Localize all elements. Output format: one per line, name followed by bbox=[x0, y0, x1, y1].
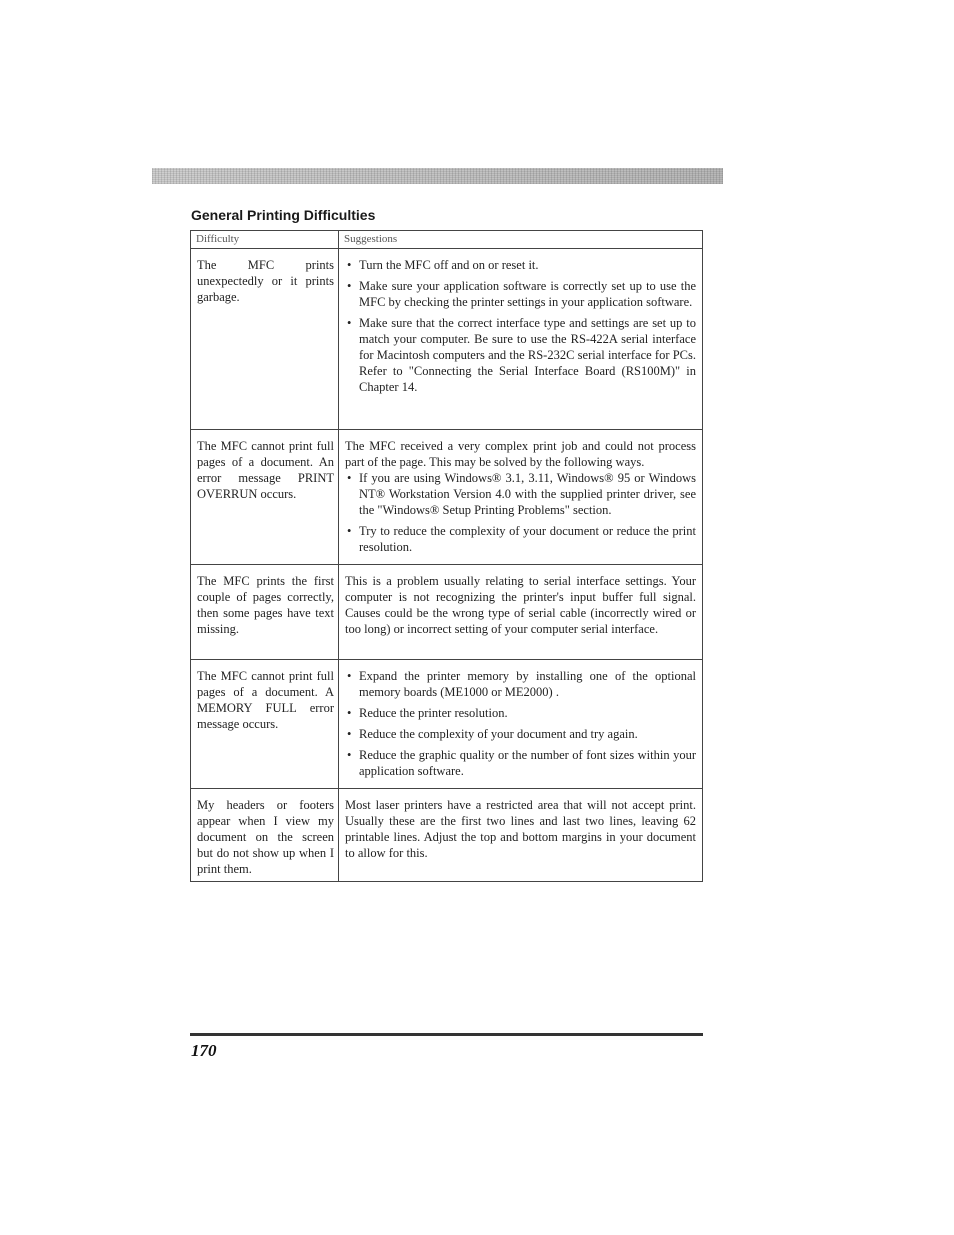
suggestion-bullet: • Make sure that the correct interface type and settings are set up to match your computer. Be sure to use the RS-422A serial interface for Macintosh computers and the RS-232C serial interface for PCs. Refer to "Connecting the Serial Interface Board (RS100M)" in Chapter 14. bbox=[345, 315, 696, 395]
difficulty-cell: The MFC prints the first couple of pages correctly, then some pages have text missing. bbox=[191, 565, 339, 660]
difficulty-cell: The MFC prints unexpectedly or it prints garbage. bbox=[191, 249, 339, 430]
suggestion-bullet: • If you are using Windows® 3.1, 3.11, Windows® 95 or Windows NT® Workstation Version 4.0 with the supplied printer driver, see the "Windows® Setup Printing Problems" section. bbox=[345, 470, 696, 518]
suggestion-list bbox=[345, 470, 696, 555]
suggestion-list bbox=[345, 257, 696, 395]
table-row bbox=[191, 660, 703, 789]
table-row bbox=[191, 249, 703, 430]
suggestion-bullet: • Reduce the printer resolution. bbox=[345, 705, 696, 721]
suggestion-bullet: • Make sure your application software is correctly set up to use the MFC by checking the printer settings in your application software. bbox=[345, 278, 696, 310]
suggestion-cell bbox=[339, 660, 703, 789]
difficulty-cell: The MFC cannot print full pages of a document. An error message PRINT OVERRUN occurs. bbox=[191, 430, 339, 565]
suggestion-bullet: • Turn the MFC off and on or reset it. bbox=[345, 257, 696, 273]
troubleshooting-table bbox=[190, 230, 703, 882]
page-number: 170 bbox=[191, 1041, 217, 1060]
suggestion-cell bbox=[339, 565, 703, 660]
table-row bbox=[191, 430, 703, 565]
table-row bbox=[191, 789, 703, 882]
suggestion-list bbox=[345, 668, 696, 779]
difficulty-cell: The MFC cannot print full pages of a document. A MEMORY FULL error message occurs. bbox=[191, 660, 339, 789]
suggestion-bullet: • Expand the printer memory by installing one of the optional memory boards (ME1000 or ME2000) . bbox=[345, 668, 696, 700]
column-header-suggestions: Suggestions bbox=[339, 231, 703, 249]
suggestion-bullet: • Reduce the complexity of your document and try again. bbox=[345, 726, 696, 742]
header-band bbox=[152, 168, 723, 184]
table-header-row bbox=[191, 231, 703, 249]
table-row bbox=[191, 565, 703, 660]
suggestion-cell bbox=[339, 249, 703, 430]
difficulty-cell: My headers or footers appear when I view my document on the screen but do not show up when I print them. bbox=[191, 789, 339, 882]
footer-rule bbox=[190, 1033, 703, 1036]
suggestion-intro: The MFC received a very complex print job and could not process part of the page. This may be solved by the following ways. bbox=[345, 439, 696, 469]
suggestion-bullet: • Reduce the graphic quality or the number of font sizes within your application software. bbox=[345, 747, 696, 779]
suggestion-cell bbox=[339, 789, 703, 882]
suggestion-text: Most laser printers have a restricted area that will not accept print. Usually these are the first two lines and last two lines, leaving 62 printable lines. Adjust the top and bottom margins in your document to allow for this. bbox=[345, 798, 696, 860]
section-title: General Printing Difficulties bbox=[191, 207, 376, 223]
column-header-difficulty: Difficulty bbox=[191, 231, 339, 249]
suggestion-text: This is a problem usually relating to serial interface settings. Your computer is not recognizing the printer's input buffer full signal. Causes could be the wrong type of serial cable (incorrectly wired or too long) or incorrect setting of your computer serial interface. bbox=[345, 574, 696, 636]
suggestion-cell bbox=[339, 430, 703, 565]
suggestion-bullet: • Try to reduce the complexity of your document or reduce the print resolution. bbox=[345, 523, 696, 555]
